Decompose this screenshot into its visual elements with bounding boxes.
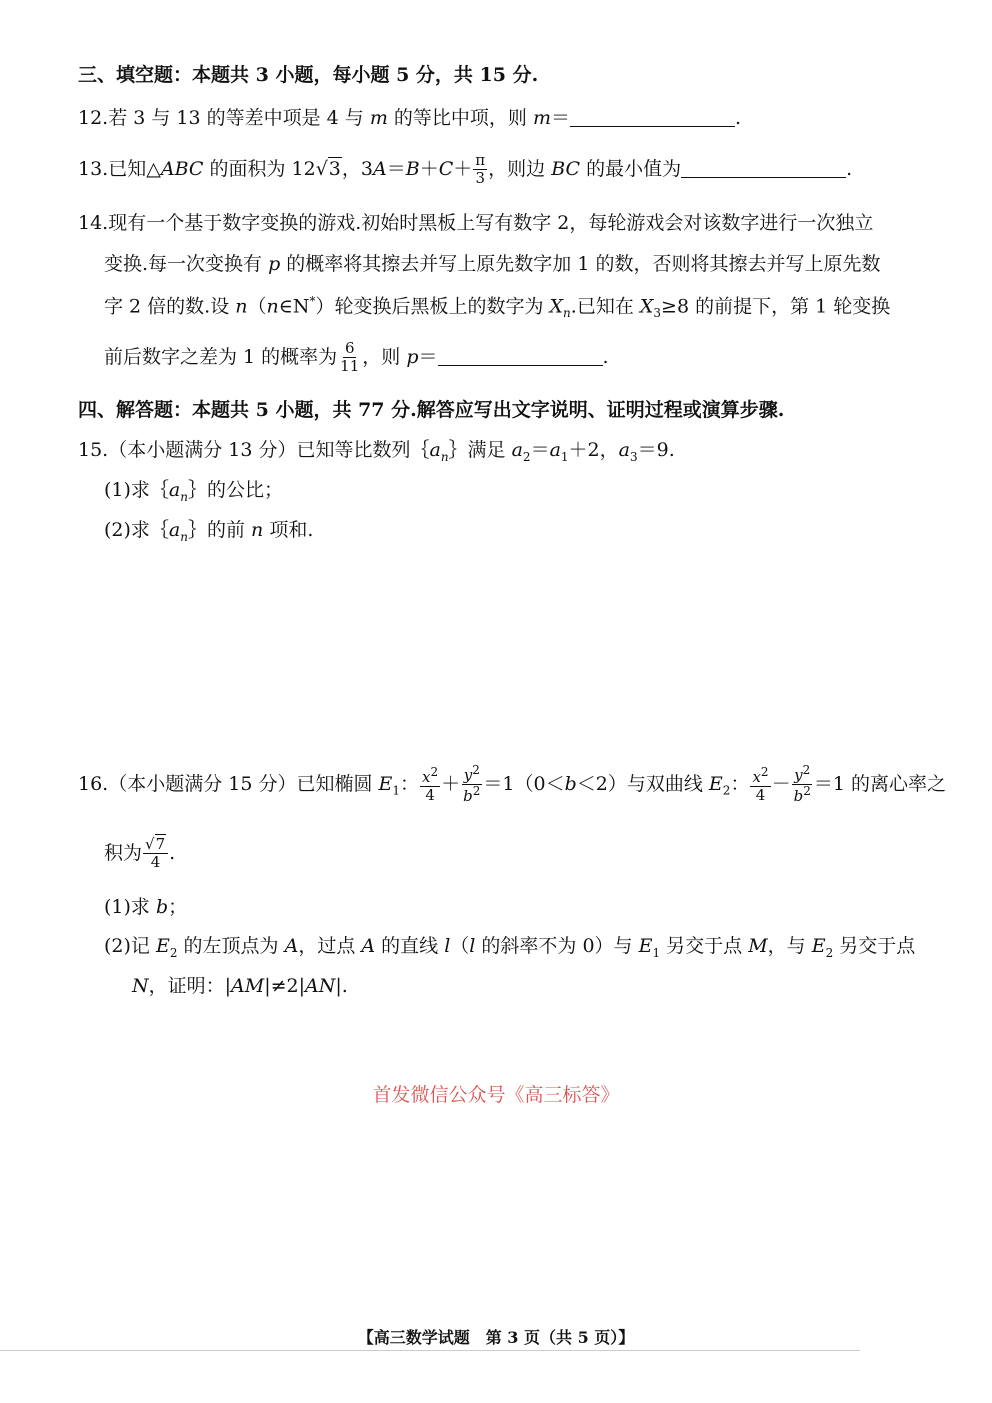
fraction-y2-b2: $\frac{y^2}{b^2}$	[463, 763, 481, 806]
footer-divider	[0, 1350, 860, 1351]
question-16-part-2-line-1: (2)记 $E_2$ 的左顶点为 A，过点 A 的直线 l（l 的斜率不为 0）与 $E_1$ 另交于点 M，与 $E_2$ 另交于点	[104, 935, 916, 960]
question-15: 15.（本小题满分 13 分）已知等比数列$\{a_n\}$满足 $a_2=a_1+2$，$a_3=9$.	[78, 439, 675, 464]
answer-blank-13[interactable]	[681, 159, 846, 178]
question-15-part-1: (1)求$\{a_n\}$的公比；	[104, 479, 283, 504]
question-14-line-1: 14.现有一个基于数字变换的游戏.初始时黑板上写有数字 2，每轮游戏会对该数字进行一次独立	[78, 212, 874, 234]
fraction-sqrt7-4: $\frac{√7}{4}$	[143, 836, 168, 872]
fraction-y2-b2-hyperbola: $\frac{y^2}{b^2}$	[793, 763, 811, 806]
question-16-line-2: 积为 $\frac{√7}{4}$ .	[104, 835, 176, 872]
question-14-line-2: 变换.每一次变换有 p 的概率将其擦去并写上原先数字加 1 的数，否则将其擦去并写上原先数	[104, 253, 881, 275]
fraction-6-11: $\frac{6}{11}$	[340, 339, 360, 376]
question-15-part-2: (2)求$\{a_n\}$的前 n 项和.	[104, 519, 314, 544]
fraction-x2-4-hyperbola: $\frac{x^2}{4}$	[752, 764, 769, 804]
sqrt-3: √3	[315, 157, 341, 180]
answer-blank-14[interactable]	[438, 347, 603, 366]
fraction-x2-4: $\frac{x^2}{4}$	[422, 764, 439, 804]
question-14-line-4: 前后数字之差为 1 的概率为 $\frac{6}{11}$ ，则 p＝ .	[104, 339, 609, 376]
page-footer: 【高三数学试题 第 3 页（共 5 页）】	[357, 1328, 635, 1347]
section-3-title: 三、填空题：本题共 3 小题，每小题 5 分，共 15 分.	[78, 64, 539, 86]
watermark-text: 首发微信公众号《高三标答》	[372, 1084, 620, 1106]
question-13: 13.已知△ABC 的面积为 12√3，3A＝B＋C＋ $\frac{\pi}{3}$ ，则边 BC 的最小值为 .	[78, 151, 853, 188]
section-4-title: 四、解答题：本题共 5 小题，共 77 分.解答应写出文字说明、证明过程或演算步骤.	[78, 399, 785, 421]
answer-blank-12[interactable]	[570, 108, 735, 127]
question-14-line-3: 字 2 倍的数.设 n（n∈N*）轮变换后黑板上的数字为 $X_n$.已知在 $X_3\ge 8$ 的前提下，第 1 轮变换	[104, 294, 891, 321]
question-16-line-1: 16.（本小题满分 15 分）已知椭圆 $E_1$： $\frac{x^2}{4}$ ＋ $\frac{y^2}{b^2}$ ＝1（0＜b＜2）与双曲线 $E_2$： $\frac{x^2}{4}$ － $\frac{y^2}{b^2}$ ＝1 的离心率之	[78, 763, 946, 806]
question-16-part-2-line-2: N，证明：|AM|≠2|AN|.	[132, 975, 348, 997]
fraction-pi-3: $\frac{\pi}{3}$	[475, 151, 486, 188]
question-12: 12.若 3 与 13 的等差中项是 4 与 m 的等比中项，则 m＝ .	[78, 107, 742, 129]
question-16-part-1: (1)求 b；	[104, 896, 188, 918]
